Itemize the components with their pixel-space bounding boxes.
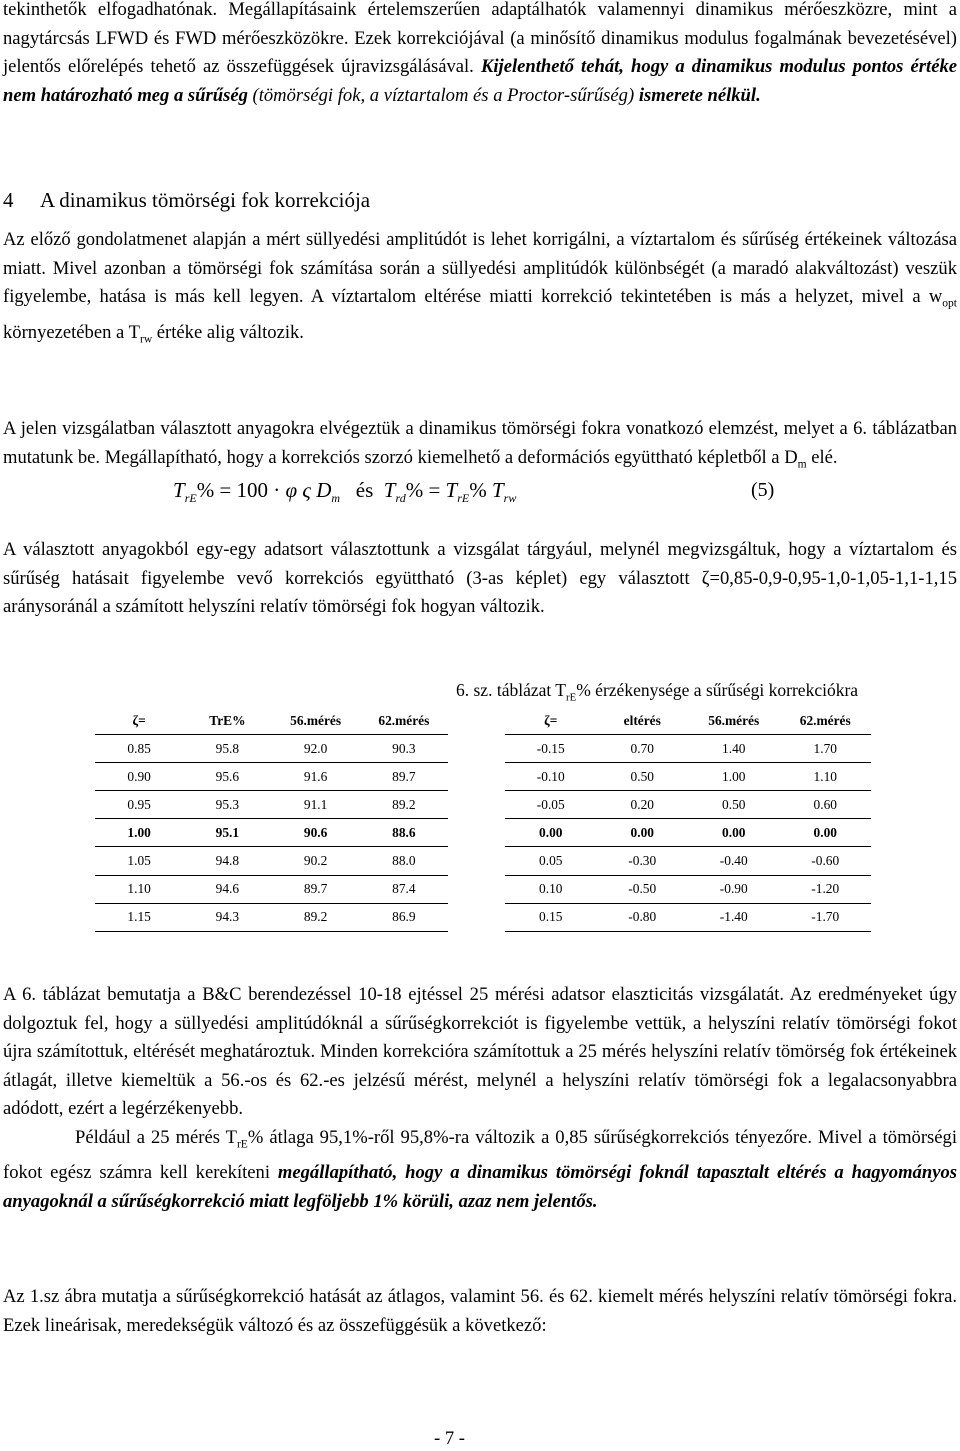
table-cell: 89.2 [360,791,448,819]
intro-text: tekinthetők elfogadhatónak. Megállapításaink értelemszerűen adaptálhatók valamennyi dinamikus mérőeszközre, mint a nagytárcsás LFWD és FWD mérőeszközökre. Ezek korrekciójával (a minősítő dinamikus modulus fogalmának bevezetésével) jelentős előrelépés tehető az összefüggések újravizsgálásával. [3,0,957,78]
formula-symbol: D [316,478,332,502]
table-cell: 0.50 [597,763,689,791]
table-cell: -1.70 [780,903,872,931]
formula-subscript: rE [184,491,197,506]
table-header: 56.mérés [272,707,360,735]
formula-operator: % = 100 · [196,478,281,502]
caption-text: 6. sz. táblázat T [456,680,566,700]
table-cell: 87.4 [360,875,448,903]
table-cell: 1.70 [780,735,872,763]
table-cell: 0.20 [597,791,689,819]
subscript-rw: rw [139,333,153,346]
table-cell: 1.10 [95,875,183,903]
paragraph-correction [3,226,957,354]
table-cell: 0.50 [688,791,780,819]
table-header: eltérés [597,707,689,735]
formula-subscript: rw [503,491,517,506]
table-cell: 91.6 [272,763,360,791]
table-cell: 88.6 [360,819,448,847]
formula-subscript: m [331,491,341,506]
table-cell: 0.95 [95,791,183,819]
table-cell: 90.2 [272,847,360,875]
table-cell: 1.15 [95,903,183,931]
table-cell: 0.00 [688,819,780,847]
table-header: 62.mérés [780,707,872,735]
table-row [505,847,871,875]
table-row [95,735,448,763]
table-row [505,791,871,819]
intro-bold-claim: Kijelenthető tehát, hogy a dinamikus modulus pontos értéke nem határozható meg a sűrűség [3,56,957,106]
table-cell: 86.9 [360,903,448,931]
table-cell: 1.40 [688,735,780,763]
formula-subscript: rE [457,491,470,506]
table-cell: 91.1 [272,791,360,819]
table-cell: 95.1 [183,819,271,847]
intro-bold-end: ismerete nélkül. [638,84,761,106]
table-header: 62.mérés [360,707,448,735]
table-cell: 1.10 [780,763,872,791]
section-heading [3,186,370,214]
table-cell: 89.7 [272,875,360,903]
table-cell: -0.05 [505,791,597,819]
table-cell: -0.60 [780,847,872,875]
table-header: TrE% [183,707,271,735]
table-row [95,903,448,931]
table-cell: 1.00 [688,763,780,791]
paragraph-text: környezetében a T [3,321,140,343]
table-cell: 95.6 [183,763,271,791]
table-cell: 88.0 [360,847,448,875]
table-cell: 0.00 [780,819,872,847]
formula-symbol: T [491,478,504,502]
formula-symbol: T [173,478,185,502]
paragraph-text: Például a 25 mérés T [75,1126,237,1148]
formula-symbol: φ [285,478,298,502]
table-row [505,735,871,763]
equation-5 [173,475,775,513]
table-cell: 0.60 [780,791,872,819]
paragraph-text: elé. [811,446,838,468]
table-deviation-values [505,707,871,932]
page-number: - 7 - [434,1428,465,1449]
table-cell: 1.00 [95,819,183,847]
subscript-re: rE [236,1138,248,1151]
table-cell: 0.10 [505,875,597,903]
paragraph-text: A 6. táblázat bemutatja a B&C berendezéssel 10-18 ejtéssel 25 mérési adatsor elaszticitás vizsgálatát. Az eredményeket úgy dolgoztuk fel, hogy a süllyedési amplitúdóknál a sűrűségkorrekciót is figyelembe vettük, a helyszíni relatív tömörségi fokot újra számítottuk, eltérését meghatároztuk. Minden korrekcióra számítottuk a 25 mérés helyszíni relatív tömörség fok értékeinek átlagát, illetve kiemeltük a 56.-os és 62.-es jelzésű mérést, melynél a helyszíni relatív tömörségi fok a legalacsonyabbra adódott, ezért a legérzékenyebb. [3,984,957,1120]
table-cell: 92.0 [272,735,360,763]
table-cell: 0.90 [95,763,183,791]
table-cell: -0.50 [597,875,689,903]
table-header: 56.mérés [688,707,780,735]
equation-number: (5) [751,479,775,501]
subscript-m: m [797,458,807,471]
table-cell: -0.15 [505,735,597,763]
table-row [505,875,871,903]
table-cell: -1.40 [688,903,780,931]
table-row [95,763,448,791]
table-cell: -0.40 [688,847,780,875]
table-cell: 0.70 [597,735,689,763]
table-cell: -0.30 [597,847,689,875]
formula-operator: % [469,478,487,502]
table-cell: -0.10 [505,763,597,791]
table-cell: 94.3 [183,903,271,931]
table-cell: 89.7 [360,763,448,791]
paragraph-analysis [3,415,957,479]
table-row [95,791,448,819]
table-cell: 94.6 [183,875,271,903]
table-header: ζ= [505,707,597,735]
section-title: A dinamikus tömörségi fok korrekciója [40,188,371,212]
table-row-highlight [95,819,448,847]
caption-subscript: rE [565,691,577,704]
table-cell: -1.20 [780,875,872,903]
table-cell: 0.00 [597,819,689,847]
section-number: 4 [3,188,14,212]
paragraph-text: értéke alig változik. [156,321,304,343]
intro-paragraph [3,0,957,110]
formula-conjunction: és [355,478,374,502]
paragraph-method: A választott anyagokból egy-egy adatsort választottunk a vizsgálat tárgyául, melynél megvizsgáltuk, hogy a víztartalom és sűrűség hatásait figyelembe vevő korrekciós együttható (3-as képlet) egy választott ζ=0,85-0,9-0,95-1,0-1,05-1,1-1,15 aránysoránál a számított helyszíni relatív tömörségi fok hogyan változik. [3,539,957,618]
results-conclusion: megállapítható, hogy a dinamikus tömörségi foknál tapasztalt eltérés a hagyományos anyagoknál a sűrűségkorrekció miatt legföljebb 1% körüli, azaz nem jelentős. [3,1162,957,1212]
paragraph-text: Az előző gondolatmenet alapján a mért süllyedési amplitúdót is lehet korrigálni, a víztartalom és sűrűség értékeinek változása miatt. Mivel azonban a tömörségi fok számítása során a süllyedési amplitúdók különbségét (a maradó alakváltozást) veszük figyelembe, hatása is más kell legyen. A víztartalom eltérése miatti korrekció tekintetében is más a helyzet, mivel a w [3,229,957,308]
caption-text: % érzékenysége a sűrűségi korrekciókra [576,680,859,700]
table-tre-values [95,707,448,932]
table-cell: 0.00 [505,819,597,847]
table-cell: 90.6 [272,819,360,847]
table-row [505,903,871,931]
table-row [95,847,448,875]
table-cell: 95.3 [183,791,271,819]
paragraph-text: % átlaga 95,1%-ről 95,8%-ra változik a 0,85 sűrűségkorrekciós tényezőre. Mivel a tömörségi fokot egész számra kell kerekíteni [3,1126,957,1184]
table-cell: 0.05 [505,847,597,875]
table-cell: 89.2 [272,903,360,931]
table-cell: 90.3 [360,735,448,763]
table-row [95,875,448,903]
paragraph-results [3,981,957,1216]
table-cell: -0.80 [597,903,689,931]
table-cell: 1.05 [95,847,183,875]
table-header: ζ= [95,707,183,735]
formula-subscript: rd [395,491,406,506]
intro-italic-note: (tömörségi fok, a víztartalom és a Proctor-sűrűség) [252,84,635,106]
table-row [505,763,871,791]
formula-symbol: ς [302,478,311,502]
table-cell: 95.8 [183,735,271,763]
table-cell: 0.15 [505,903,597,931]
table-cell: 0.85 [95,735,183,763]
paragraph-figure-ref: Az 1.sz ábra mutatja a sűrűségkorrekció hatását az átlagos, valamint 56. és 62. kiemelt mérés helyszíni relatív tömörségi fokra. Ezek lineárisak, meredekségük változó és az összefüggésük a következő: [3,1286,957,1336]
table-cell: 94.8 [183,847,271,875]
formula-symbol: T [445,478,458,502]
table-row-highlight [505,819,871,847]
formula-operator: % = [405,478,441,502]
table-cell: -0.90 [688,875,780,903]
formula-symbol: T [383,478,396,502]
paragraph-text: A jelen vizsgálatban választott anyagokra elvégeztük a dinamikus tömörségi fokra vonatkozó elemzést, melyet a 6. táblázatban mutatunk be. Megállapítható, hogy a korrekciós szorzó kiemelhető a deformációs együttható képletből a D [3,418,957,468]
subscript-opt: opt [942,297,957,310]
